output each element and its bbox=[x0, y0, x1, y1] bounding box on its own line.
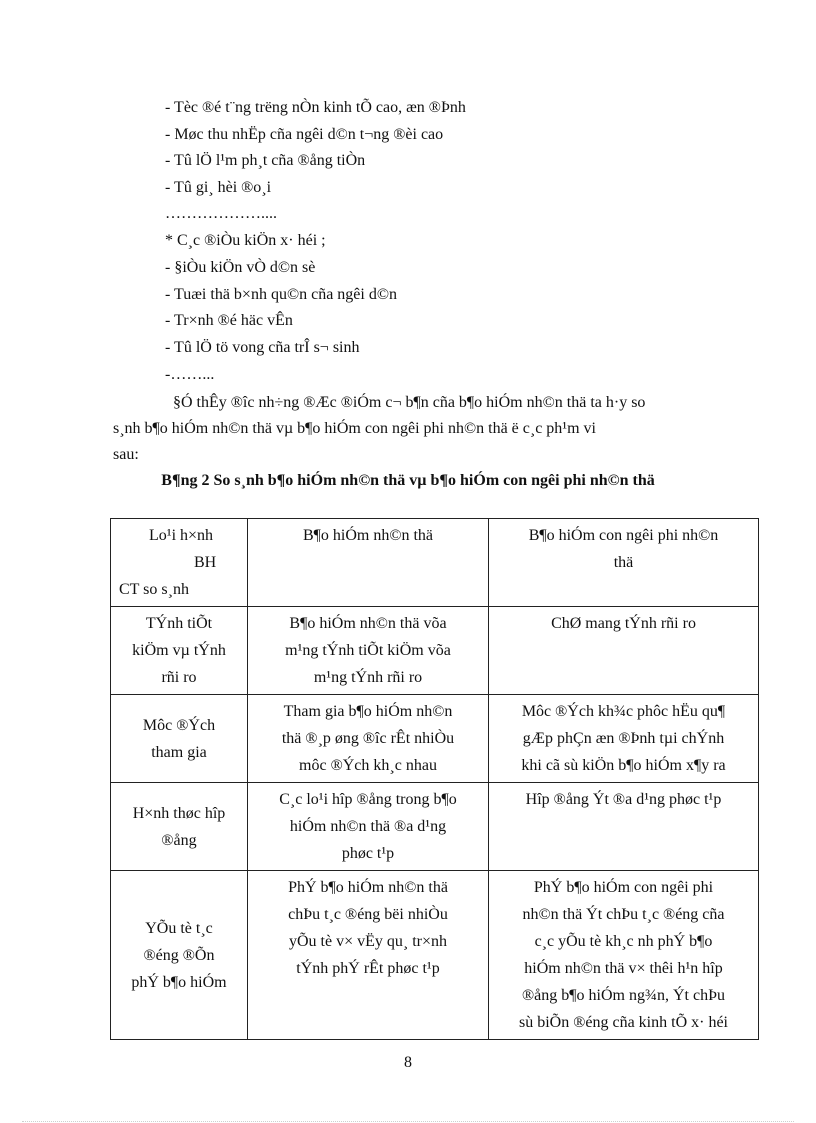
bullet-line: - Møc thu nhËp cña ngêi d©n t¬ng ®èi cao bbox=[165, 126, 444, 143]
page-number: 8 bbox=[404, 1054, 412, 1071]
footer-divider bbox=[22, 1121, 794, 1122]
bullet-line: - Tèc ®é t¨ng trëng nÒn kinh tÕ cao, æn ®Þnh bbox=[165, 99, 466, 116]
row-life-cell: Tham gia b¶o hiÓm nh©n thä ®¸p øng ®îc rÊt nhiÒu môc ®Ých kh¸c nhau bbox=[248, 695, 489, 783]
bullet-line: - Tr×nh ®é häc vÊn bbox=[165, 312, 293, 329]
row-nonlife-cell: Hîp ®ång Ýt ®a d¹ng phøc t¹p bbox=[489, 783, 759, 871]
row-nonlife-cell: ChØ mang tÝnh rñi ro bbox=[489, 607, 759, 695]
table-caption: B¶ng 2 So s¸nh b¶o hiÓm nh©n thä vµ b¶o hiÓm con ngêi phi nh©n thä bbox=[161, 472, 655, 489]
row-life-cell: C¸c lo¹i hîp ®ång trong b¶o hiÓm nh©n thä ®a d¹ng phøc t¹p bbox=[248, 783, 489, 871]
row-criterion: YÕu tè t¸c ®éng ®Õn phÝ b¶o hiÓm bbox=[111, 871, 248, 1040]
table-header-row bbox=[111, 519, 759, 607]
row-life-cell: B¶o hiÓm nh©n thä võa m¹ng tÝnh tiÕt kiÖm võa m¹ng tÝnh rñi ro bbox=[248, 607, 489, 695]
header-nonlife-insurance: B¶o hiÓm con ngêi phi nh©n thä bbox=[489, 519, 759, 607]
header-diagonal-cell bbox=[111, 519, 248, 607]
bullet-line: - Tû lÖ l¹m ph¸t cña ®ång tiÒn bbox=[165, 152, 366, 169]
row-life-cell: PhÝ b¶o hiÓm nh©n thä chÞu t¸c ®éng bëi nhiÒu yÕu tè v× vËy qu¸ tr×nh tÝnh phÝ rÊt phøc t¹p bbox=[248, 871, 489, 1040]
paragraph-line: s¸nh b¶o hiÓm nh©n thä vµ b¶o hiÓm con ngêi phi nh©n thä ë c¸c ph¹m vi bbox=[113, 420, 596, 437]
paragraph-line: sau: bbox=[113, 446, 139, 463]
header-bh-label: BH bbox=[194, 554, 217, 571]
row-criterion: Môc ®Ých tham gia bbox=[111, 695, 248, 783]
bullet-line: ……………….... bbox=[165, 205, 277, 222]
table-row bbox=[111, 607, 759, 695]
bullet-line: - Tû gi¸ hèi ®o¸i bbox=[165, 179, 272, 196]
body-paragraph bbox=[113, 390, 743, 468]
bullet-line: - §iÒu kiÖn vÒ d©n sè bbox=[165, 259, 316, 276]
paragraph-line: §Ó thÊy ®îc nh÷ng ®Æc ®iÓm c¬ b¶n cña b¶o hiÓm nh©n thä ta h·y so bbox=[173, 394, 646, 411]
row-criterion: H×nh thøc hîp ®ång bbox=[111, 783, 248, 871]
bullet-line: -……... bbox=[165, 366, 215, 383]
header-type-label: Lo¹i h×nh bbox=[149, 527, 214, 544]
bullet-line: - Tuæi thä b×nh qu©n cña ngêi d©n bbox=[165, 286, 397, 303]
bullet-line: - Tû lÖ tö vong cña trÎ s¬ sinh bbox=[165, 339, 360, 356]
header-criteria-label: CT so s¸nh bbox=[119, 581, 189, 598]
table-row bbox=[111, 695, 759, 783]
table-row bbox=[111, 783, 759, 871]
row-nonlife-cell: Môc ®Ých kh¾c phôc hËu qu¶ gÆp phÇn æn ®Þnh tµi chÝnh khi cã sù kiÖn b¶o hiÓm x¶y ra bbox=[489, 695, 759, 783]
comparison-table bbox=[110, 518, 759, 1040]
header-life-insurance: B¶o hiÓm nh©n thä bbox=[248, 519, 489, 607]
row-nonlife-cell: PhÝ b¶o hiÓm con ngêi phi nh©n thä Ýt chÞu t¸c ®éng cña c¸c yÕu tè kh¸c nh phÝ b¶o hiÓm nh©n thä v× thêi h¹n hîp ®ång b¶o hiÓm ng¾n, Ýt chÞu sù biÕn ®éng cña kinh tÕ x· héi bbox=[489, 871, 759, 1040]
table-row bbox=[111, 871, 759, 1040]
row-criterion: TÝnh tiÕt kiÖm vµ tÝnh rñi ro bbox=[111, 607, 248, 695]
section-heading: * C¸c ®iÒu kiÖn x· héi ; bbox=[165, 232, 326, 249]
